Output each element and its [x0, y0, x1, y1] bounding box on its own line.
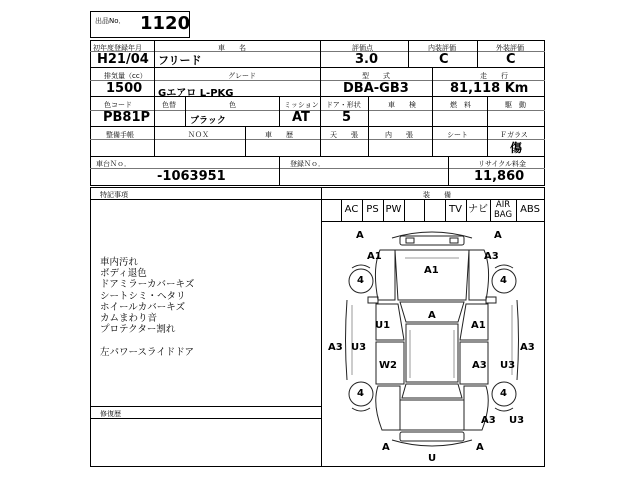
damage-mark: U1 [375, 320, 391, 331]
repair-title: 修復歴 [100, 410, 121, 418]
equipment-item: AIR BAG [493, 200, 513, 220]
mileage-label: 走 行 [480, 72, 508, 80]
damage-mark: A3 [484, 251, 499, 262]
drive-label: 駆 動 [505, 101, 526, 109]
damage-mark: A1 [367, 251, 382, 262]
doors-value: 5 [342, 110, 352, 125]
damage-mark: A1 [424, 265, 439, 276]
displacement-label: 排気量（cc） [104, 72, 147, 80]
color-label: 色 [229, 101, 236, 109]
chassis-label: 車台Ｎｏ． [96, 160, 131, 168]
mission-value: AT [292, 110, 310, 125]
glass-value: 傷 [510, 141, 523, 155]
recycle-value: 11,860 [474, 169, 525, 184]
note-line: ボディ退色 [100, 268, 147, 280]
interior-grade-label: 内装評価 [428, 44, 456, 52]
doors-label: ドア・形状 [326, 101, 361, 109]
nox-label: ＮＯＸ [188, 131, 209, 139]
damage-mark: A [494, 230, 502, 241]
grade-value: Gエアロ L-PKG [158, 88, 234, 99]
damage-mark: A [356, 230, 364, 241]
color-value: ブラック [190, 116, 226, 126]
model-value: DBA-GB3 [343, 81, 409, 96]
damage-mark: A [428, 310, 436, 321]
displacement-value: 1500 [106, 81, 143, 96]
damage-mark: W2 [379, 360, 397, 371]
car-name-value: フリード [158, 54, 202, 67]
note-line: 左パワースライドドア [100, 346, 194, 358]
damage-mark: A3 [520, 342, 535, 353]
damage-mark: A3 [472, 360, 487, 371]
equipment-title: 装 備 [423, 191, 451, 199]
note-line: カムまわり音 [100, 313, 158, 324]
manual-label: 整備手帳 [106, 131, 134, 139]
score-label: 評価点 [352, 44, 373, 52]
damage-mark: 4 [500, 275, 507, 286]
damage-mark: U3 [351, 342, 367, 353]
color-code-value: PB81P [103, 110, 151, 125]
roof-label: 天 張 [330, 131, 358, 139]
score-value: 3.0 [355, 52, 379, 67]
damage-mark: A3 [328, 342, 343, 353]
equipment-item: ナビ [468, 204, 488, 215]
damage-mark: A [382, 442, 390, 453]
equipment-item: PS [366, 204, 379, 215]
recycle-label: リサイクル料金 [478, 160, 527, 168]
damage-mark: A3 [481, 415, 496, 426]
regno-label: 登録Ｎｏ． [290, 160, 325, 168]
note-line: シートシミ・ヘタリ [100, 290, 186, 302]
lot-label: 出品No． [95, 17, 126, 25]
note-line: ホイールカバーキズ [100, 301, 186, 313]
equipment-item: ABS [520, 204, 540, 215]
chassis-value: -1063951 [157, 169, 226, 184]
fuel-label: 燃 料 [450, 101, 471, 109]
exterior-grade-value: C [506, 52, 516, 67]
damage-mark: A1 [471, 320, 486, 331]
equipment-item: AC [344, 204, 359, 215]
note-line: 車内汚れ [100, 257, 139, 268]
reg-value: H21/04 [97, 52, 149, 67]
interior-lining-label: 内 張 [385, 131, 413, 139]
equipment-item: TV [449, 204, 462, 215]
glass-label: Ｆガラス [500, 131, 528, 139]
equipment-item: PW [385, 204, 402, 215]
damage-mark: 4 [500, 388, 507, 399]
damage-mark: 4 [357, 388, 364, 399]
car-name-label: 車 名 [218, 44, 246, 52]
inspection-label: 車 検 [388, 101, 416, 109]
damage-mark: 4 [357, 275, 364, 286]
damage-mark: U [428, 453, 437, 464]
model-label: 型 式 [362, 72, 390, 80]
reg-label: 初年度登録年月 [93, 44, 142, 52]
interior-grade-value: C [439, 52, 449, 67]
grade-label: グレード [228, 72, 256, 80]
damage-mark: A [476, 442, 484, 453]
exterior-grade-label: 外装評価 [496, 44, 524, 52]
mission-label: ミッション [284, 101, 319, 109]
note-line: ドアミラーカバーキズ [100, 279, 195, 291]
lot-number: 1120 [140, 13, 191, 34]
color-code-label: 色コード [104, 101, 132, 109]
notes-title: 特記事項 [100, 191, 128, 199]
seat-label: シート [447, 131, 468, 139]
damage-mark: U3 [509, 415, 525, 426]
damage-mark: U3 [500, 360, 516, 371]
mileage-value: 81,118 Km [450, 81, 529, 96]
history-label: 車 歴 [265, 131, 293, 139]
note-line: プロテクター割れ [100, 324, 176, 336]
tone-label: 色替 [162, 101, 176, 109]
